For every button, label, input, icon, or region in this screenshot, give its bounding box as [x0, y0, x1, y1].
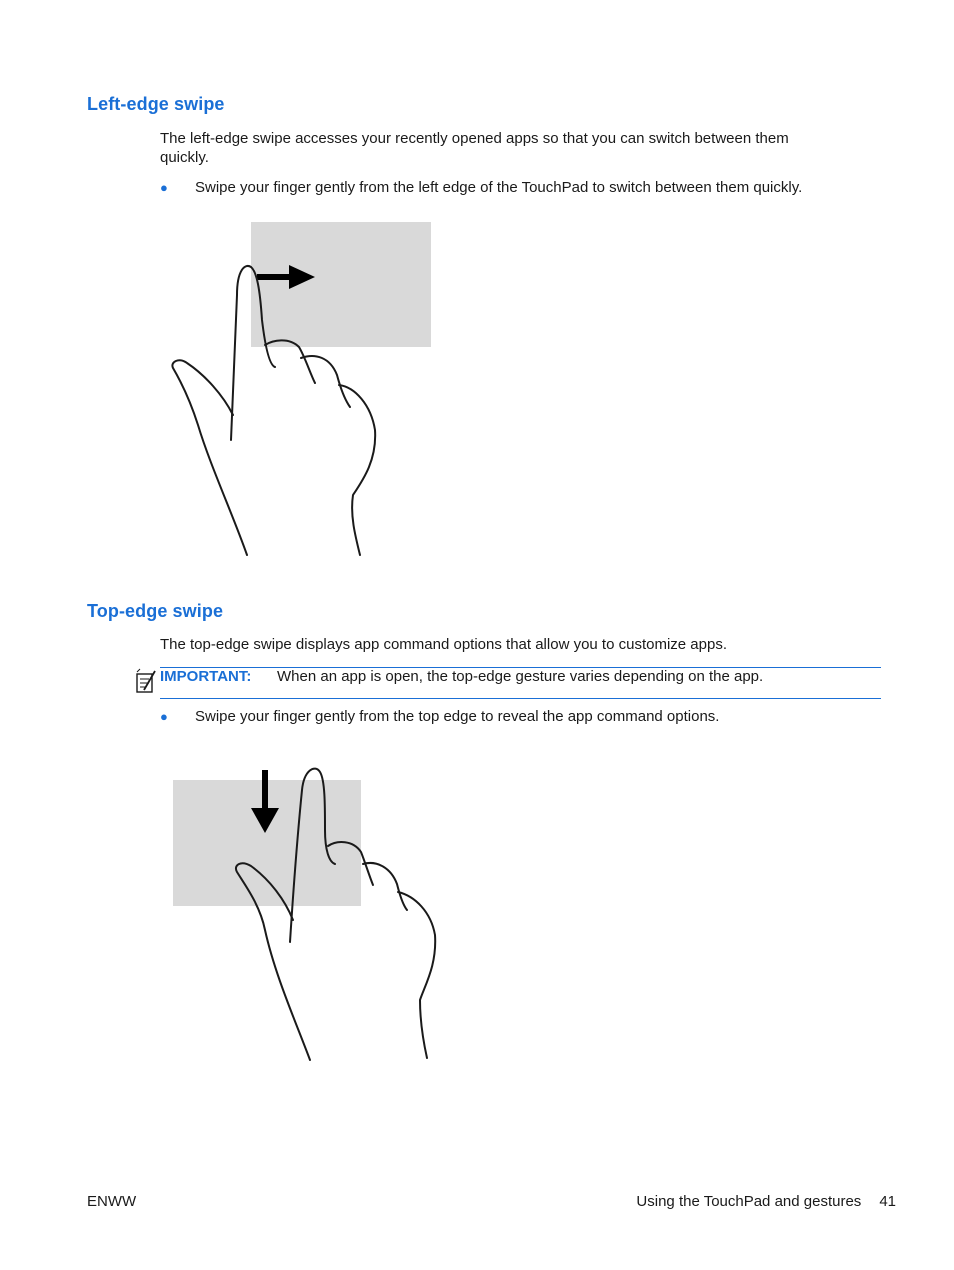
intro-line-1: The left-edge swipe accesses your recently opened apps so that you can switch between them [160, 130, 789, 147]
section-heading-top-edge-swipe: Top-edge swipe [87, 601, 224, 621]
bullet-icon: ● [160, 709, 168, 724]
left-edge-swipe-illustration [165, 215, 445, 565]
note-label: IMPORTANT: [160, 668, 252, 685]
footer-chapter-title: Using the TouchPad and gestures [636, 1193, 862, 1210]
footer-locale-code: ENWW [87, 1193, 137, 1210]
section-intro-left-edge [160, 129, 860, 167]
important-note-icon [134, 668, 158, 694]
section-intro-top-edge: The top-edge swipe displays app command options that allow you to customize apps. [160, 636, 727, 653]
intro-line-2: quickly. [160, 149, 209, 166]
top-edge-swipe-illustration [165, 760, 455, 1070]
footer-chapter-page [636, 1193, 896, 1210]
note-text: When an app is open, the top-edge gesture varies depending on the app. [277, 668, 764, 685]
bullet-text: Swipe your finger gently from the top edge to reveal the app command options. [195, 708, 720, 725]
section-heading-left-edge-swipe: Left-edge swipe [87, 94, 225, 114]
important-note [160, 667, 881, 699]
touchpad-area [251, 222, 431, 347]
page-number: 41 [879, 1193, 896, 1210]
bullet-text: Swipe your finger gently from the left edge of the TouchPad to switch between them quickly. [195, 179, 803, 196]
bullet-icon: ● [160, 180, 168, 195]
